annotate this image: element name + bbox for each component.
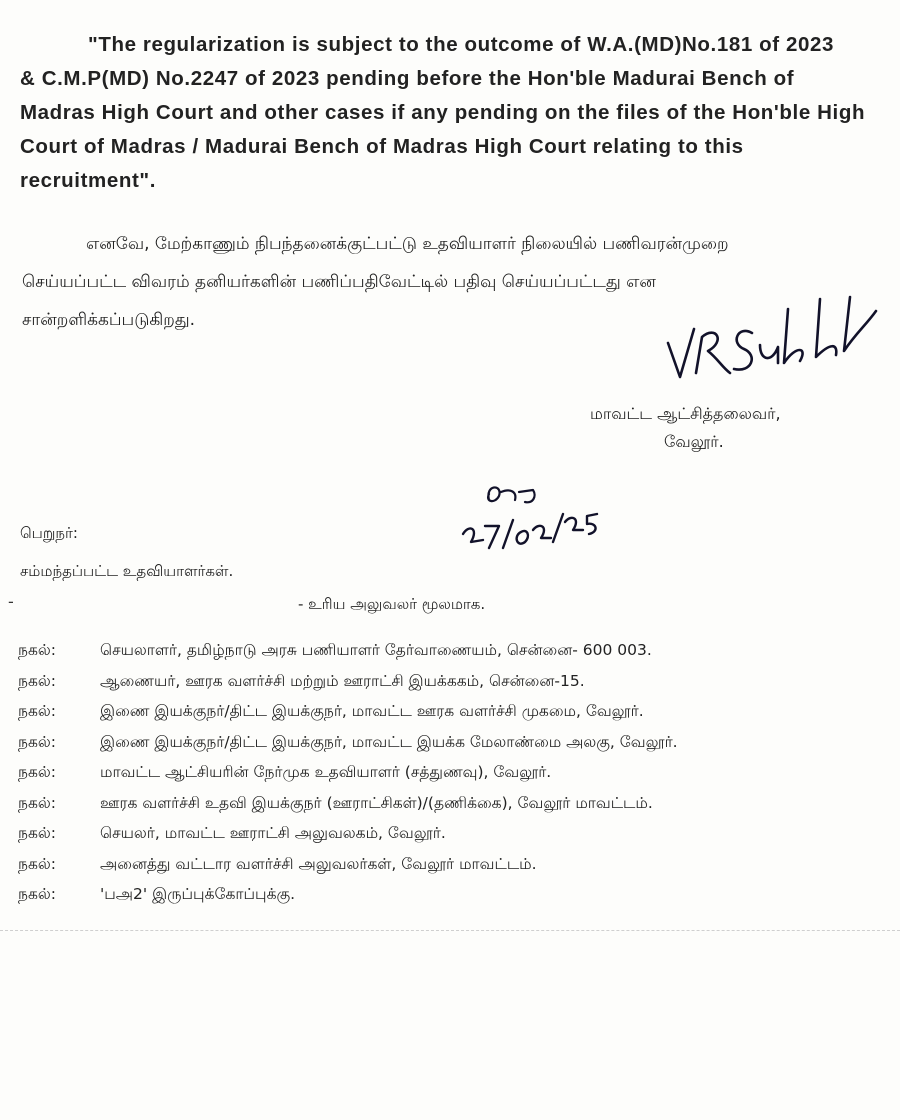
- copy-row: [18, 697, 888, 728]
- margin-dash: -: [8, 592, 14, 611]
- english-condition-paragraph: [20, 28, 888, 198]
- tamil-line-2: செய்யப்பட்ட விவரம் தனியர்களின் பணிப்பதிவேட்டில் பதிவு செய்யப்பட்டது என: [22, 272, 656, 292]
- recipient-label: பெறுநர்:: [20, 524, 78, 542]
- copy-recipient: அனைத்து வட்டார வளர்ச்சி அலுவலர்கள், வேலூர் மாவட்டம்.: [100, 854, 537, 873]
- english-line-2: & C.M.P(MD) No.2247 of 2023 pending before the Hon'ble Madurai Bench of: [20, 67, 795, 90]
- copy-recipient: இணை இயக்குநர்/திட்ட இயக்குநர், மாவட்ட இயக்க மேலாண்மை அலகு, வேலூர்.: [100, 732, 678, 751]
- scan-edge-line: [0, 930, 900, 931]
- tamil-line-3: சான்றளிக்கப்படுகிறது.: [22, 310, 196, 330]
- copy-row: [18, 850, 888, 881]
- handwritten-signature: [660, 285, 880, 395]
- english-line-4: Court of Madras / Madurai Bench of Madras High Court relating to this: [20, 135, 744, 158]
- recipient-value: சம்மந்தப்பட்ட உதவியாளர்கள்.: [20, 562, 234, 580]
- copy-row: [18, 819, 888, 850]
- english-line-5: recruitment".: [20, 169, 156, 192]
- copy-recipient: செயலர், மாவட்ட ஊராட்சி அலுவலகம், வேலூர்.: [100, 824, 446, 843]
- copy-label: நகல்:: [18, 763, 56, 782]
- copy-row: [18, 636, 888, 667]
- english-line-3: Madras High Court and other cases if any pending on the files of the Hon'ble High: [20, 101, 866, 124]
- english-line-1: "The regularization is subject to the outcome of W.A.(MD)No.181 of 2023: [88, 33, 834, 56]
- signatory-designation: மாவட்ட ஆட்சித்தலைவர்,: [590, 404, 781, 423]
- copy-recipient: செயலாளர், தமிழ்நாடு அரசு பணியாளர் தேர்வாணையம், சென்னை- 600 003.: [100, 641, 652, 660]
- copy-label: நகல்:: [18, 671, 56, 690]
- tamil-line-1: எனவே, மேற்காணும் நிபந்தனைக்குட்பட்டு உதவியாளர் நிலையில் பணிவரன்முறை: [86, 234, 729, 254]
- copy-label: நகல்:: [18, 885, 56, 904]
- copy-to-list: [18, 636, 888, 911]
- copy-label: நகல்:: [18, 702, 56, 721]
- copy-row: [18, 667, 888, 698]
- copy-recipient: ஊரக வளர்ச்சி உதவி இயக்குநர் (ஊராட்சிகள்)/(தணிக்கை), வேலூர் மாவட்டம்.: [100, 793, 653, 812]
- copy-recipient: 'பஅ2' இருப்புக்கோப்புக்கு.: [100, 885, 296, 904]
- copy-label: நகல்:: [18, 732, 56, 751]
- copy-recipient: இணை இயக்குநர்/திட்ட இயக்குநர், மாவட்ட ஊரக வளர்ச்சி முகமை, வேலூர்.: [100, 702, 644, 721]
- copy-label: நகல்:: [18, 641, 56, 660]
- copy-row: [18, 880, 888, 911]
- recipient-channel: - உரிய அலுவலர் மூலமாக.: [298, 595, 486, 613]
- copy-recipient: ஆணையர், ஊரக வளர்ச்சி மற்றும் ஊராட்சி இயக்ககம், சென்னை-15.: [100, 671, 585, 690]
- copy-recipient: மாவட்ட ஆட்சியரின் நேர்முக உதவியாளர் (சத்துணவு), வேலூர்.: [100, 763, 552, 782]
- signatory-place: வேலூர்.: [664, 432, 724, 451]
- copy-row: [18, 789, 888, 820]
- copy-row: [18, 728, 888, 759]
- copy-row: [18, 758, 888, 789]
- signatory-block: [590, 400, 850, 456]
- copy-label: நகல்:: [18, 793, 56, 812]
- handwritten-date-initial: [455, 478, 605, 568]
- copy-label: நகல்:: [18, 824, 56, 843]
- copy-label: நகல்:: [18, 854, 56, 873]
